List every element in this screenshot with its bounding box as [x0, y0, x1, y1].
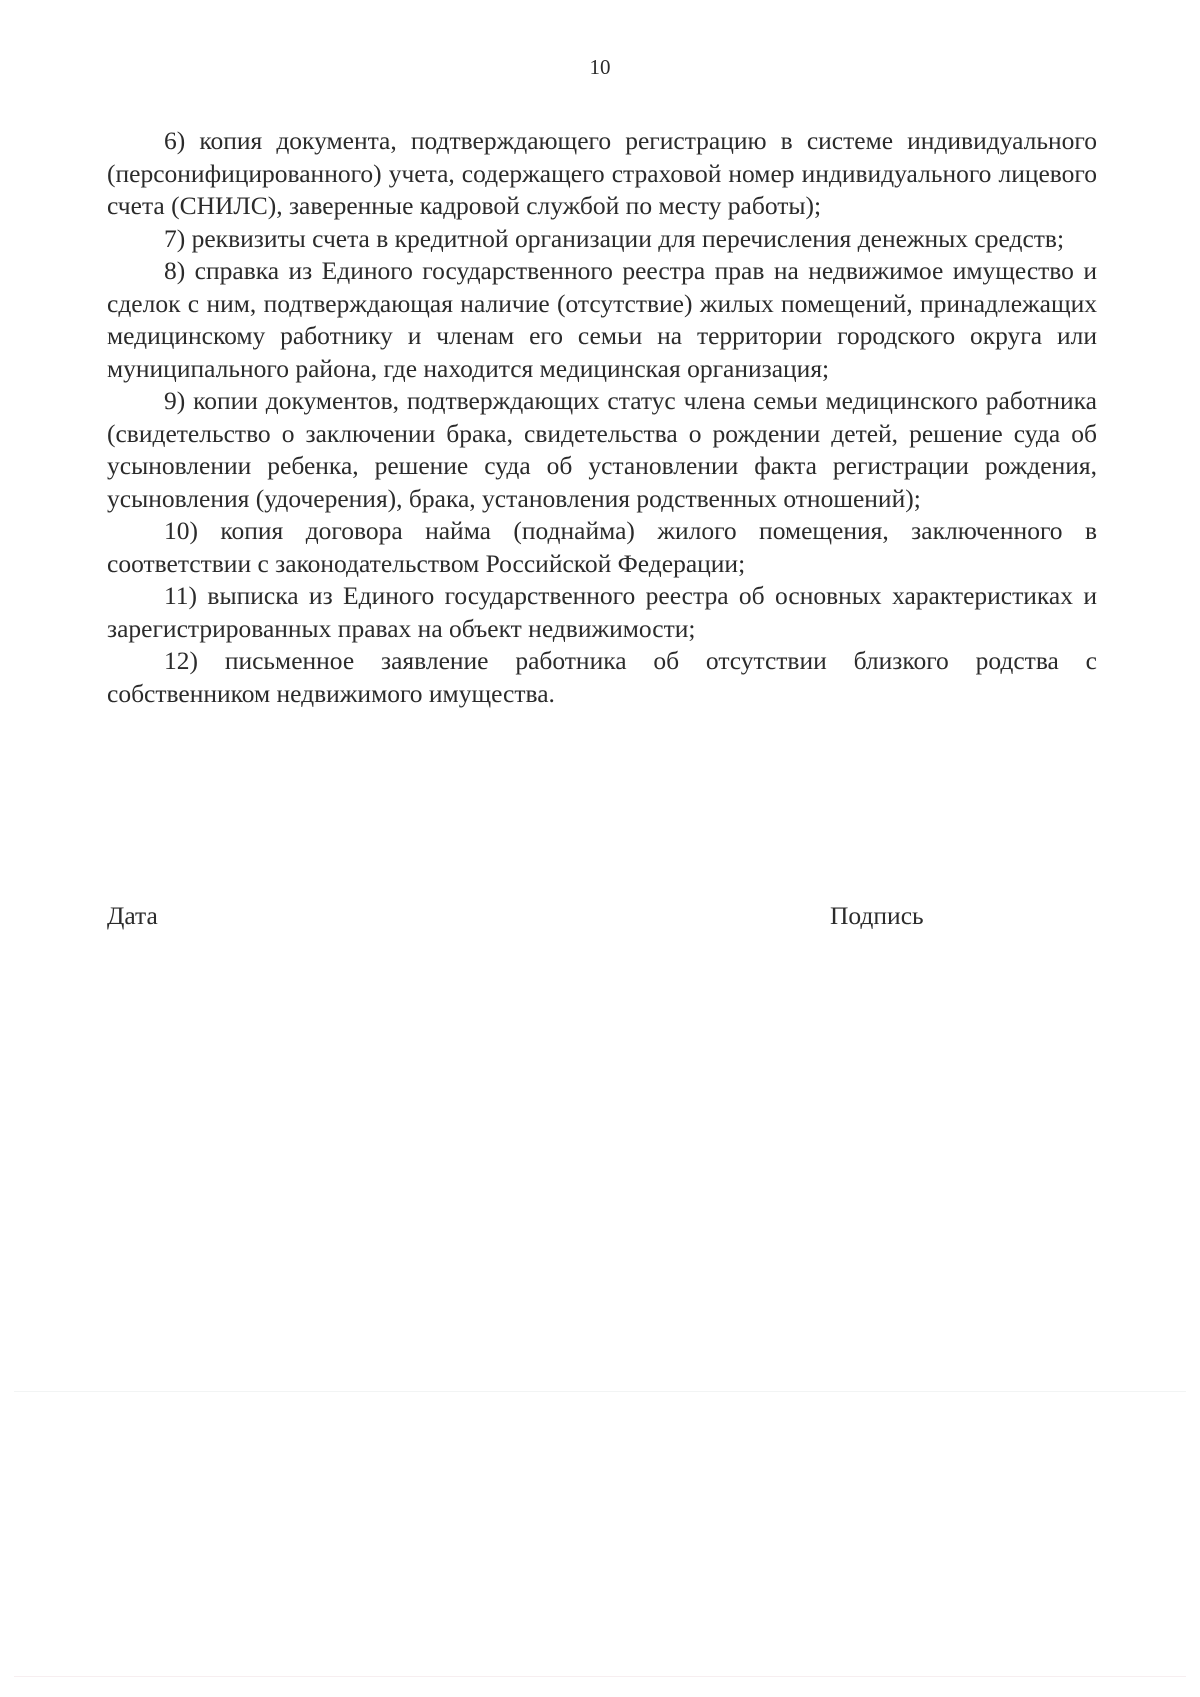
list-item-11: 11) выписка из Единого государственного реестра об основных характеристиках и зарегистрированных правах на объект недвижимости; — [107, 581, 1097, 643]
list-item-10: 10) копия договора найма (поднайма) жилого помещения, заключенного в соответствии с законодательством Российской Федерации; — [107, 516, 1097, 578]
scan-artifact-line — [14, 1391, 1186, 1392]
list-item-8: 8) справка из Единого государственного реестра прав на недвижимое имущество и сделок с ним, подтверждающая наличие (отсутствие) жилых помещений, принадлежащих медицинскому работнику и членам его семьи на территории городского округа или муниципального района, где находится медицинская организация; — [107, 256, 1097, 383]
signature-label: Подпись — [830, 901, 924, 930]
list-item-9: 9) копии документов, подтверждающих статус члена семьи медицинского работника (свидетельство о заключении брака, свидетельства о рождении детей, решение суда об усыновлении ребенка, решение суда об установлении факта регистрации рождения, усыновления (удочерения), брака, установления родственных отношений); — [107, 386, 1097, 513]
date-label: Дата — [107, 901, 158, 930]
document-body — [107, 125, 1097, 710]
list-item-7: 7) реквизиты счета в кредитной организации для перечисления денежных средств; — [164, 223, 1065, 253]
list-item-12: 12) письменное заявление работника об отсутствии близкого родства с собственником недвижимого имущества. — [107, 646, 1097, 708]
scan-artifact-line — [14, 1676, 1186, 1677]
list-item-6: 6) копия документа, подтверждающего регистрацию в системе индивидуального (персонифицированного) учета, содержащего страховой номер индивидуального лицевого счета (СНИЛС), заверенные кадровой службой по месту работы); — [107, 126, 1097, 220]
page-number: 10 — [589, 55, 611, 79]
